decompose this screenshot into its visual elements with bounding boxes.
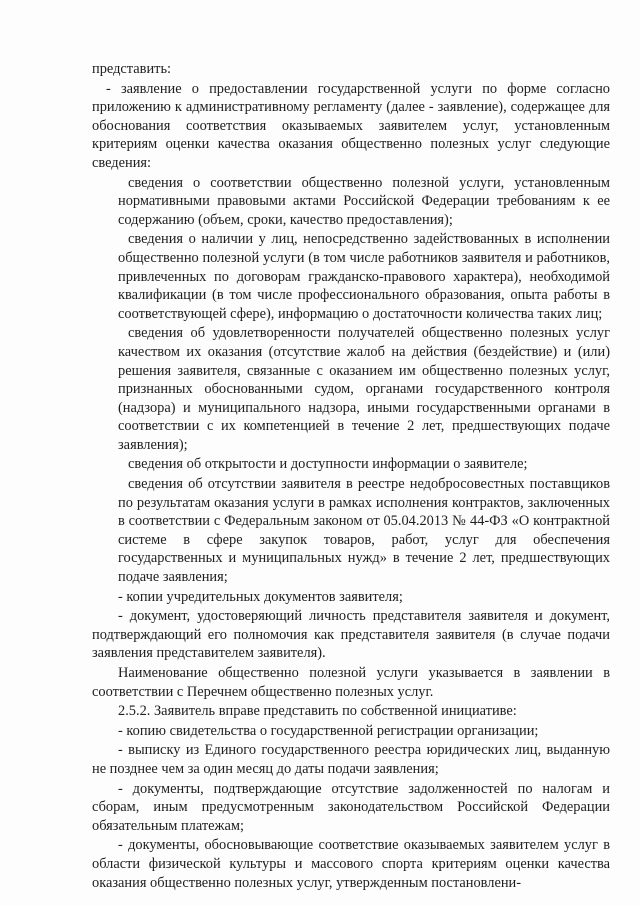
- paragraph-no-debts: - документы, подтверждающие отсутствие задолженностей по налогам и сборам, иным предусмотренным законодательством Российской Федерации обязательным платежам;: [92, 780, 610, 834]
- paragraph-section-2-5-2: 2.5.2. Заявитель вправе представить по собственной инициативе:: [118, 703, 517, 720]
- paragraph-application: - заявление о предоставлении государственной услуги по форме согласно приложению к административному регламенту (далее - заявление), содержащее для обоснования соответствия оказываемых заявителем услуг, установленным критериям оценки качества оказания общественно полезных услуг следующие сведения:: [92, 80, 610, 171]
- paragraph-egrul-extract: - выписку из Единого государственного реестра юридических лиц, выданную не позднее чем за один месяц до даты подачи заявления;: [92, 742, 610, 777]
- paragraph-satisfaction-info: сведения об удовлетворенности получателей общественно полезных услуг качеством их оказания (отсутствие жалоб на действия (бездействие) и (или) решения заявителя, связанные с оказанием им общественно полезных услуг, признанных обоснованными судом, органами государственного контроля (надзора) и муниципального надзора, иными государственными органами в соответствии с их компетенцией в течение 2 лет, предшествующих подаче заявления);: [118, 325, 610, 453]
- paragraph-openness-info: сведения об открытости и доступности информации о заявителе;: [128, 456, 528, 473]
- paragraph-compliance-info: сведения о соответствии общественно полезной услуги, установленным нормативными правовыми актами Российской Федерации требованиям к ее содержанию (объем, сроки, качество предоставления);: [118, 174, 610, 228]
- paragraph-intro: представить:: [92, 61, 172, 77]
- paragraph-service-name: Наименование общественно полезной услуги указывается в заявлении в соответствии с Перечнем общественно полезных услуг.: [92, 665, 610, 700]
- paragraph-registry-info: сведения об отсутствии заявителя в реестре недобросовестных поставщиков по результатам оказания услуги в рамках исполнения контрактов, заключенных в соответствии с Федеральным законом от 05.04.2013 № 44-ФЗ «О контрактной системе в сфере закупок товаров, работ, услуг для обеспечения государственных и муниципальных нужд» в течение 2 лет, предшествующих подаче заявления;: [118, 476, 610, 586]
- paragraph-sports-criteria: - документы, обосновывающие соответствие оказываемых заявителем услуг в области физической культуры и массового спорта критериям оценки качества оказания общественно полезных услуг, утвержденным постановлени-: [92, 837, 610, 891]
- info-block: [118, 174, 610, 587]
- paragraph-registration-copy: - копию свидетельства о государственной регистрации организации;: [118, 722, 539, 739]
- document-body: [92, 60, 610, 893]
- paragraph-identity-doc: - документ, удостоверяющий личность представителя заявителя и документ, подтверждающий его полномочия как представителя заявителя (в случае подачи заявления представителем заявителя).: [92, 608, 610, 662]
- paragraph-qualification-info: сведения о наличии у лиц, непосредственно задействованных в исполнении общественно полезной услуги (в том числе работников заявителя и работников, привлеченных по договорам гражданско-правового характера), необходимой квалификации (в том числе профессионального образования, опыта работы в соответствующей сфере), информацию о достаточности количества таких лиц;: [118, 231, 610, 322]
- paragraph-founding-docs: - копии учредительных документов заявителя;: [118, 588, 403, 605]
